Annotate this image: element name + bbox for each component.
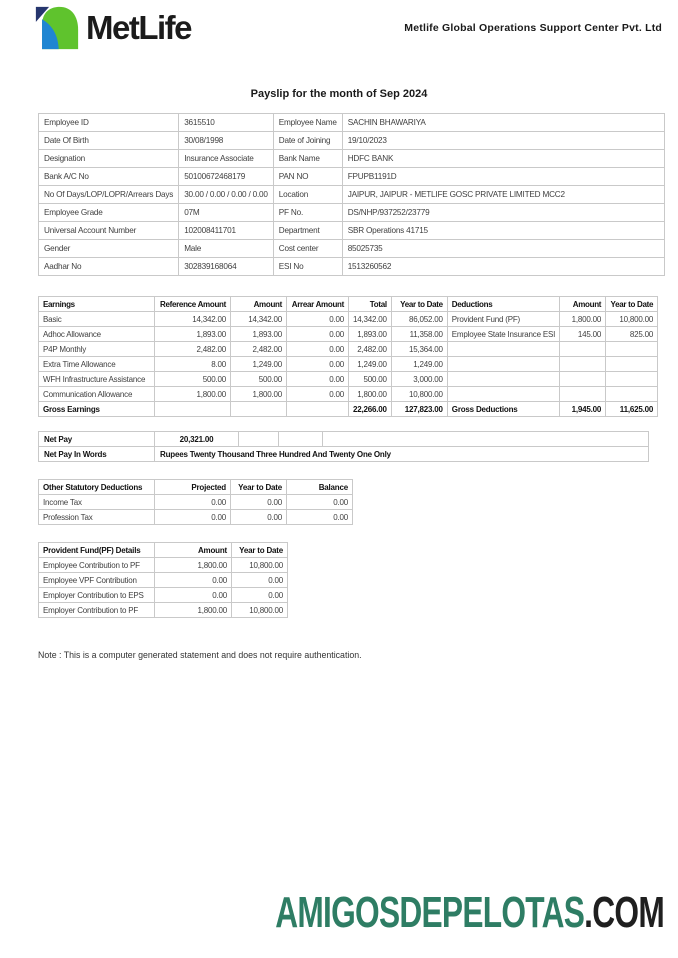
table-row [39, 342, 658, 357]
earning-reference: 14,342.00 [155, 312, 231, 327]
col-header-statutory: Other Statutory Deductions [39, 480, 155, 495]
table-row [39, 510, 353, 525]
field-value: 102008411701 [179, 222, 274, 240]
gross-earnings-label: Gross Earnings [39, 402, 155, 417]
deduction-name [447, 387, 559, 402]
net-pay-label: Net Pay [39, 432, 155, 447]
earning-total: 500.00 [349, 372, 392, 387]
earning-total: 2,482.00 [349, 342, 392, 357]
earning-ytd: 1,249.00 [391, 357, 447, 372]
earning-reference: 8.00 [155, 357, 231, 372]
field-label: Aadhar No [39, 258, 179, 276]
metlife-logo-icon [34, 6, 80, 50]
table-row [39, 114, 665, 132]
table-header-row [39, 543, 288, 558]
deduction-name: Employee State Insurance ESI [447, 327, 559, 342]
company-name: Metlife Global Operations Support Center Pvt. Ltd [404, 22, 662, 34]
table-row [39, 168, 665, 186]
table-row [39, 258, 665, 276]
earning-arrear: 0.00 [287, 312, 349, 327]
gross-deductions-ytd: 11,625.00 [606, 402, 658, 417]
statutory-projected: 0.00 [155, 495, 231, 510]
pf-item-amount: 0.00 [155, 573, 232, 588]
table-header-row [39, 480, 353, 495]
payslip-title: Payslip for the month of Sep 2024 [250, 88, 428, 100]
pf-item-name: Employer Contribution to EPS [39, 588, 155, 603]
field-label: Gender [39, 240, 179, 258]
col-header-arrear-amount: Arrear Amount [287, 297, 349, 312]
deduction-ytd [606, 387, 658, 402]
table-row [39, 186, 665, 204]
field-label: PAN NO [273, 168, 342, 186]
earning-ytd: 3,000.00 [391, 372, 447, 387]
field-value: HDFC BANK [342, 150, 664, 168]
earning-ytd: 15,364.00 [391, 342, 447, 357]
watermark [275, 888, 664, 938]
table-row [39, 558, 288, 573]
net-pay-words-value: Rupees Twenty Thousand Three Hundred And Twenty One Only [155, 447, 649, 462]
earning-amount: 1,893.00 [231, 327, 287, 342]
deduction-amount: 145.00 [560, 327, 606, 342]
empty-cell [155, 402, 231, 417]
col-header-pf-amount: Amount [155, 543, 232, 558]
metlife-wordmark: MetLife [86, 9, 191, 46]
table-row [39, 204, 665, 222]
pf-details-table [38, 542, 288, 618]
footer-note: Note : This is a computer generated statement and does not require authentication. [38, 650, 362, 660]
field-label: Date Of Birth [39, 132, 179, 150]
col-header-total: Total [349, 297, 392, 312]
net-pay-words-label: Net Pay In Words [39, 447, 155, 462]
earning-total: 1,893.00 [349, 327, 392, 342]
col-header-pf-details: Provident Fund(PF) Details [39, 543, 155, 558]
watermark-tld: .COM [584, 888, 664, 937]
deduction-amount [560, 357, 606, 372]
deduction-ytd [606, 372, 658, 387]
deduction-name [447, 357, 559, 372]
earning-reference: 1,893.00 [155, 327, 231, 342]
earning-amount: 1,249.00 [231, 357, 287, 372]
statutory-balance: 0.00 [287, 510, 353, 525]
other-statutory-deductions-table [38, 479, 353, 525]
table-row [39, 222, 665, 240]
col-header-deduction-amount: Amount [560, 297, 606, 312]
table-row [39, 240, 665, 258]
pf-item-name: Employee VPF Contribution [39, 573, 155, 588]
earnings-deductions-table [38, 296, 658, 417]
table-row [39, 603, 288, 618]
gross-deductions-label: Gross Deductions [447, 402, 559, 417]
employee-info-table [38, 113, 665, 276]
net-pay-table [38, 431, 649, 462]
earning-arrear: 0.00 [287, 372, 349, 387]
field-label: ESI No [273, 258, 342, 276]
field-label: PF No. [273, 204, 342, 222]
field-value: 19/10/2023 [342, 132, 664, 150]
earning-total: 1,249.00 [349, 357, 392, 372]
statutory-ytd: 0.00 [231, 495, 287, 510]
table-row [39, 432, 649, 447]
empty-cell [323, 432, 649, 447]
col-header-projected: Projected [155, 480, 231, 495]
statutory-name: Profession Tax [39, 510, 155, 525]
earning-arrear: 0.00 [287, 327, 349, 342]
earning-amount: 1,800.00 [231, 387, 287, 402]
pf-item-name: Employer Contribution to PF [39, 603, 155, 618]
col-header-ytd: Year to Date [231, 480, 287, 495]
field-value: 3615510 [179, 114, 274, 132]
table-row [39, 327, 658, 342]
net-pay-value: 20,321.00 [155, 432, 239, 447]
pf-item-name: Employee Contribution to PF [39, 558, 155, 573]
field-label: Department [273, 222, 342, 240]
table-row [39, 495, 353, 510]
col-header-deduction-ytd: Year to Date [606, 297, 658, 312]
empty-cell [239, 432, 279, 447]
statutory-projected: 0.00 [155, 510, 231, 525]
empty-cell [287, 402, 349, 417]
earning-total: 14,342.00 [349, 312, 392, 327]
page-header [0, 0, 678, 58]
field-value: FPUPB1191D [342, 168, 664, 186]
col-header-year-to-date: Year to Date [391, 297, 447, 312]
table-row [39, 150, 665, 168]
statutory-name: Income Tax [39, 495, 155, 510]
pf-item-amount: 1,800.00 [155, 603, 232, 618]
earning-amount: 500.00 [231, 372, 287, 387]
field-value: JAIPUR, JAIPUR - METLIFE GOSC PRIVATE LIMITED MCC2 [342, 186, 664, 204]
field-label: Bank Name [273, 150, 342, 168]
statutory-ytd: 0.00 [231, 510, 287, 525]
col-header-balance: Balance [287, 480, 353, 495]
pf-item-amount: 1,800.00 [155, 558, 232, 573]
earning-ytd: 11,358.00 [391, 327, 447, 342]
col-header-deductions: Deductions [447, 297, 559, 312]
field-value: DS/NHP/937252/23779 [342, 204, 664, 222]
deduction-ytd: 825.00 [606, 327, 658, 342]
deduction-amount [560, 342, 606, 357]
deduction-name: Provident Fund (PF) [447, 312, 559, 327]
earning-name: Extra Time Allowance [39, 357, 155, 372]
earning-total: 1,800.00 [349, 387, 392, 402]
field-label: Bank A/C No [39, 168, 179, 186]
field-value: 85025735 [342, 240, 664, 258]
earning-reference: 1,800.00 [155, 387, 231, 402]
field-value: SBR Operations 41715 [342, 222, 664, 240]
earning-ytd: 86,052.00 [391, 312, 447, 327]
field-value: SACHIN BHAWARIYA [342, 114, 664, 132]
pf-item-ytd: 10,800.00 [232, 558, 288, 573]
field-value: 30.00 / 0.00 / 0.00 / 0.00 [179, 186, 274, 204]
field-label: Universal Account Number [39, 222, 179, 240]
deduction-amount [560, 387, 606, 402]
table-row [39, 357, 658, 372]
field-value: 302839168064 [179, 258, 274, 276]
pf-item-ytd: 10,800.00 [232, 603, 288, 618]
watermark-site-name: AMIGOSDEPELOTAS [275, 888, 585, 937]
deduction-ytd [606, 357, 658, 372]
col-header-pf-ytd: Year to Date [232, 543, 288, 558]
pf-item-amount: 0.00 [155, 588, 232, 603]
earning-ytd: 10,800.00 [391, 387, 447, 402]
field-label: Employee ID [39, 114, 179, 132]
earning-name: WFH Infrastructure Assistance [39, 372, 155, 387]
metlife-logo [34, 6, 191, 50]
field-label: Cost center [273, 240, 342, 258]
field-value: 1513260562 [342, 258, 664, 276]
col-header-reference-amount: Reference Amount [155, 297, 231, 312]
earning-arrear: 0.00 [287, 357, 349, 372]
field-value: 07M [179, 204, 274, 222]
earning-amount: 14,342.00 [231, 312, 287, 327]
earning-name: P4P Monthly [39, 342, 155, 357]
field-value: Insurance Associate [179, 150, 274, 168]
table-header-row [39, 297, 658, 312]
field-label: Employee Grade [39, 204, 179, 222]
deduction-name [447, 372, 559, 387]
statutory-balance: 0.00 [287, 495, 353, 510]
table-row [39, 312, 658, 327]
field-label: Employee Name [273, 114, 342, 132]
gross-deductions-amount: 1,945.00 [560, 402, 606, 417]
field-label: No Of Days/LOP/LOPR/Arrears Days [39, 186, 179, 204]
table-row [39, 372, 658, 387]
earning-name: Basic [39, 312, 155, 327]
empty-cell [231, 402, 287, 417]
deduction-name [447, 342, 559, 357]
table-row [39, 447, 649, 462]
field-label: Date of Joining [273, 132, 342, 150]
table-row [39, 132, 665, 150]
field-label: Location [273, 186, 342, 204]
field-value: 30/08/1998 [179, 132, 274, 150]
earning-name: Adhoc Allowance [39, 327, 155, 342]
pf-item-ytd: 0.00 [232, 588, 288, 603]
field-value: 50100672468179 [179, 168, 274, 186]
field-label: Designation [39, 150, 179, 168]
gross-totals-row [39, 402, 658, 417]
gross-earnings-ytd: 127,823.00 [391, 402, 447, 417]
gross-earnings-total: 22,266.00 [349, 402, 392, 417]
earning-name: Communication Allowance [39, 387, 155, 402]
earning-arrear: 0.00 [287, 387, 349, 402]
col-header-earnings: Earnings [39, 297, 155, 312]
deduction-ytd [606, 342, 658, 357]
earning-arrear: 0.00 [287, 342, 349, 357]
earning-reference: 500.00 [155, 372, 231, 387]
col-header-amount: Amount [231, 297, 287, 312]
table-row [39, 588, 288, 603]
earning-reference: 2,482.00 [155, 342, 231, 357]
empty-cell [279, 432, 323, 447]
deduction-amount [560, 372, 606, 387]
pf-item-ytd: 0.00 [232, 573, 288, 588]
table-row [39, 573, 288, 588]
field-value: Male [179, 240, 274, 258]
deduction-ytd: 10,800.00 [606, 312, 658, 327]
deduction-amount: 1,800.00 [560, 312, 606, 327]
table-row [39, 387, 658, 402]
earning-amount: 2,482.00 [231, 342, 287, 357]
